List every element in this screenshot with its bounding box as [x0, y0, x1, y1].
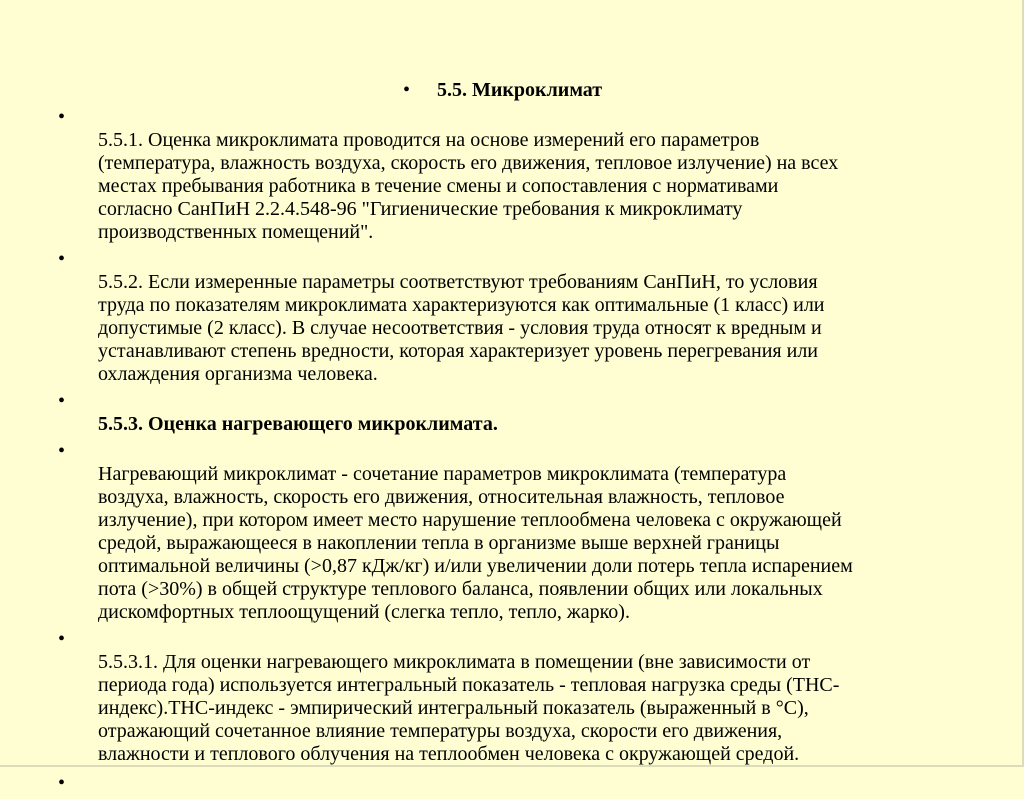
bullet-marker: •	[58, 772, 66, 794]
item-text: Нагревающий микроклимат - сочетание параметров микроклимата (температура воздуха, влажность, скорость его движения, относительная влажность, тепловое излучение), при котором имеет место нарушение теплообмена человека с окружающей средой, выражающееся в накоплении тепла в организме выше верхней границы оптимальной величины (>0,87 кДж/кг) и/или увеличении доли потерь тепла испарением пота (>30%) в общей структуре теплового баланса, появлении общих или локальных дискомфортных теплоощущений (слегка тепло, тепло, жарко).	[98, 463, 853, 623]
bullet-marker: •	[58, 628, 66, 650]
slide-heading	[403, 79, 602, 102]
bullet-marker: •	[58, 106, 66, 128]
list-item-5-5-3-1	[58, 628, 958, 766]
heading-bullet: •	[403, 79, 411, 101]
item-text: 5.5.3. Оценка нагревающего микроклимата.	[98, 413, 498, 435]
bullet-marker: •	[58, 390, 66, 412]
list-item-5-5-2	[58, 248, 958, 386]
bullet-marker: •	[58, 440, 66, 462]
list-item-empty	[58, 772, 958, 795]
item-text: 5.5.1. Оценка микроклимата проводится на основе измерений его параметров (температура, влажность воздуха, скорость его движения, тепловое излучение) на всех местах пребывания работника в течение смены и сопоставления с нормативами согласно СанПиН 2.2.4.548-96 "Гигиенические требования к микроклимату производственных помещений".	[98, 129, 839, 243]
list-item-5-5-1	[58, 106, 958, 244]
item-text: 5.5.2. Если измеренные параметры соответствуют требованиям СанПиН, то условия труда по показателям микроклимата характеризуются как оптимальные (1 класс) или допустимые (2 класс). В случае несоответствия - условия труда относят к вредным и устанавливают степень вредности, которая характеризует уровень перегревания или охлаждения организма человека.	[98, 271, 825, 385]
list-item-5-5-3-heading	[58, 390, 958, 436]
item-text: 5.5.3.1. Для оценки нагревающего микроклимата в помещении (вне зависимости от периода года) используется интегральный показатель - тепловая нагрузка среды (ТНС- индекс).ТНС-индекс - эмпирический интегральный показатель (выраженный в °С), отражающий сочетанное влияние температуры воздуха, скорости его движения, влажности и теплового облучения на теплообмен человека с окружающей средой.	[98, 651, 840, 765]
heading-text: 5.5. Микроклимат	[437, 79, 603, 101]
list-item-heating-microclimate	[58, 440, 958, 624]
bullet-list	[58, 106, 958, 799]
bullet-marker: •	[58, 248, 66, 270]
